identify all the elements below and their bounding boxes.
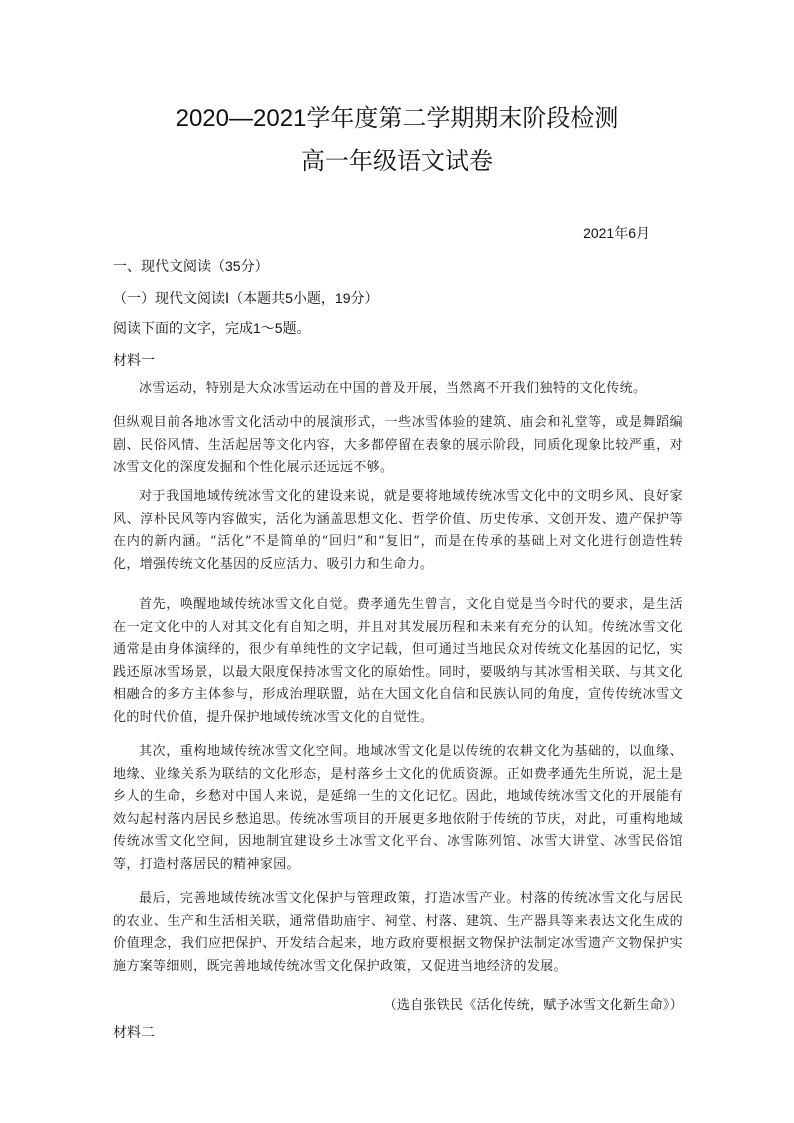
material-one-label: 材料一 xyxy=(113,352,155,368)
material1-paragraph: 但纵观目前各地冰雪文化活动中的展演形式，一些冰雪体验的建筑、庙会和礼堂等，或是舞蹈编剧、民俗风情、生活起居等文化内容，大多都停留在表象的展示阶段，同质化现象比较严重，对冰雪文化的深度发掘和个性化展示还远远不够。 xyxy=(113,415,683,475)
exam-subtitle: 高一年级语文试卷 xyxy=(301,148,493,175)
section-heading-reading: 一、现代文阅读（35分） xyxy=(113,258,269,274)
reading-instruction: 阅读下面的文字，完成1～5题。 xyxy=(113,320,311,336)
material1-paragraph: 其次，重构地域传统冰雪文化空间。地域冰雪文化是以传统的农耕文化为基础的，以血缘、地缘、业缘关系为联结的文化形态，是村落乡土文化的优质资源。正如费孝通先生所说，泥土是乡人的生命，乡愁对中国人来说，是延绵一生的文化记忆。因此，地域传统冰雪文化的开展能有效勾起村落内居民乡愁追思。传统冰雪项目的开展更多地依附于传统的节庆，对此，可重构地域传统冰雪文化空间，因地制宜建设乡土冰雪文化平台、冰雪陈列馆、冰雪大讲堂、冰雪民俗馆等，打造村落居民的精神家园。 xyxy=(113,744,683,872)
material1-paragraph: 冰雪运动，特别是大众冰雪运动在中国的普及开展，当然离不开我们独特的文化传统。 xyxy=(139,381,647,396)
material-two-label: 材料二 xyxy=(113,1024,155,1040)
material1-paragraph: 首先，唤醒地域传统冰雪文化自觉。费孝通先生曾言，文化自觉是当今时代的要求，是生活在一定文化中的人对其文化有自知之明，并且对其发展历程和未来有充分的认知。传统冰雪文化通常是由身体演绎的，很少有单纯性的文字记载，但可通过当地民众对传统文化基因的记忆，实践还原冰雪场景，以最大限度保持冰雪文化的原始性。同时，要吸纳与其冰雪相关联、与其文化相融合的多方主体参与，形成治理联盟，站在大国文化自信和民族认同的角度，宣传传统冰雪文化的时代价值，提升保护地域传统冰雪文化的自觉性。 xyxy=(113,597,683,725)
material1-paragraph: 最后，完善地域传统冰雪文化保护与管理政策，打造冰雪产业。村落的传统冰雪文化与居民的农业、生产和生活相关联，通常借助庙宇、祠堂、村落、建筑、生产器具等来表达文化生成的价值理念，我们应把保护、开发结合起来，地方政府要根据文物保护法制定冰雪遗产文物保护实施方案等细则，既完善地域传统冰雪文化保护政策，又促进当地经济的发展。 xyxy=(113,891,683,974)
exam-title: 2020—2021学年度第二学期期末阶段检测 xyxy=(175,105,619,132)
material1-paragraph: 对于我国地域传统冰雪文化的建设来说，就是要将地域传统冰雪文化中的文明乡风、良好家风、淳朴民风等内容做实，活化为涵盖思想文化、哲学价值、历史传承、文创开发、遗产保护等在内的新内涵。“活化”不是简单的“回归”和“复旧”，而是在传承的基础上对文化进行创造性转化，增强传统文化基因的反应活力、吸引力和生命力。 xyxy=(113,489,683,572)
subsection-heading-reading-1: （一）现代文阅读Ⅰ（本题共5小题，19分） xyxy=(113,290,379,306)
exam-date: 2021年6月 xyxy=(583,225,650,241)
material1-source: （选自张铁民《活化传统，赋予冰雪文化新生命》） xyxy=(383,998,683,1013)
